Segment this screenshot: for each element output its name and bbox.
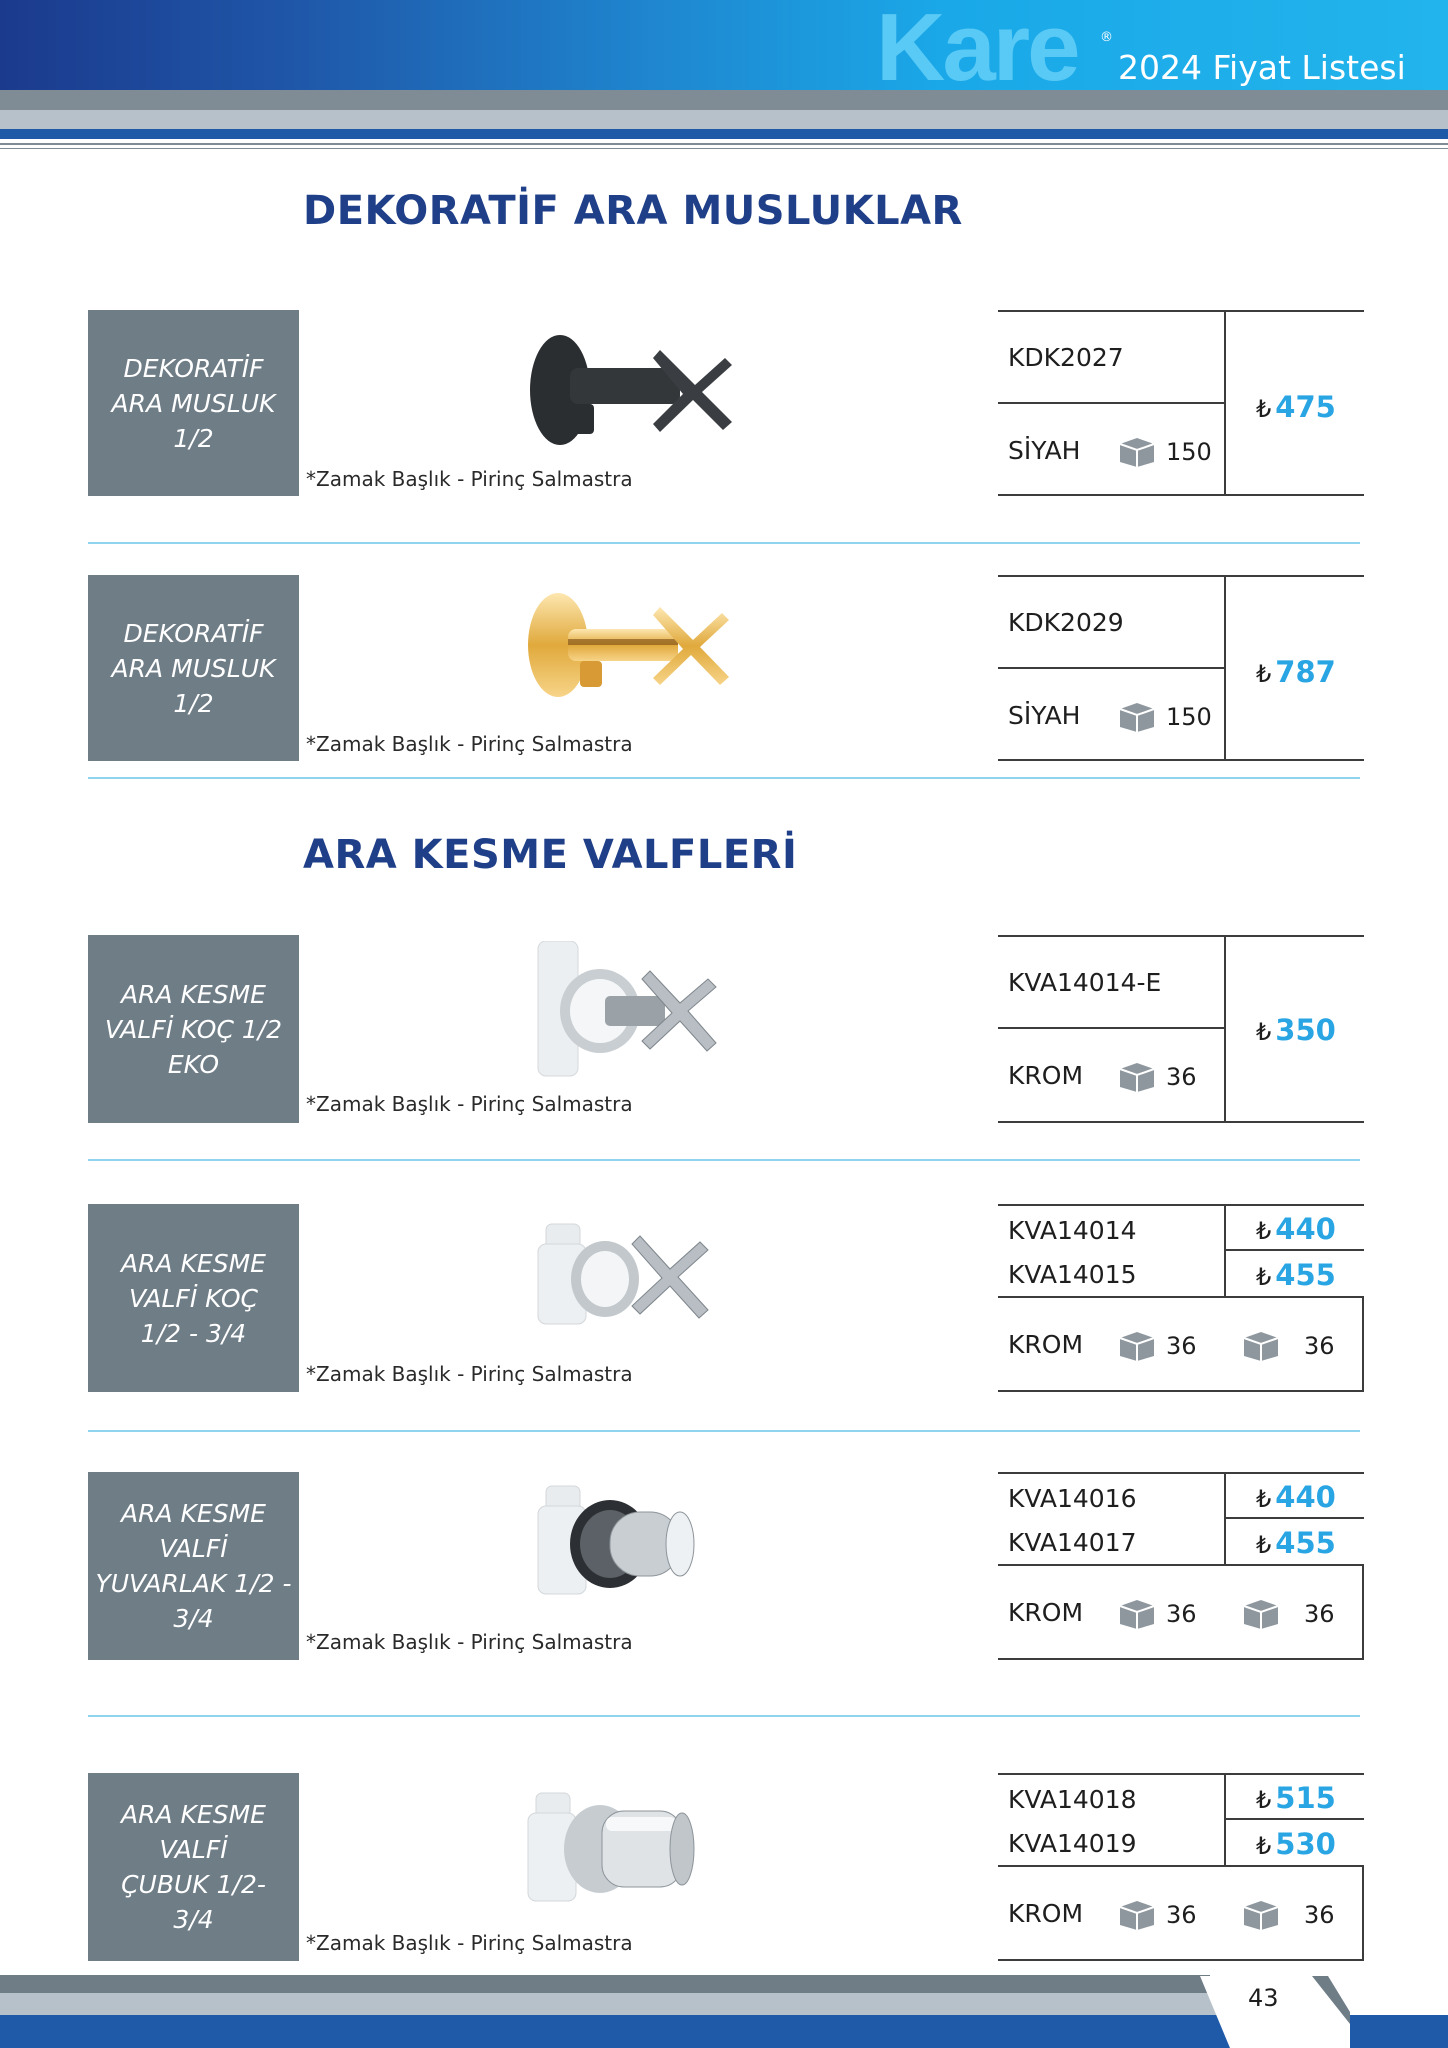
product-name-box (88, 1204, 299, 1392)
product-note: *Zamak Başlık - Pirinç Salmastra (306, 467, 633, 491)
table-rule (998, 935, 1364, 937)
price (1256, 1526, 1336, 1560)
faucet-black-image (510, 320, 740, 450)
price-table (998, 935, 1364, 1123)
price-value: 440 (1275, 1480, 1336, 1514)
price (1256, 1827, 1336, 1861)
price (1256, 390, 1336, 424)
table-rule (1224, 1204, 1226, 1296)
price-value: 787 (1275, 655, 1336, 689)
lira-icon: ₺ (1256, 1832, 1272, 1860)
lira-icon: ₺ (1256, 660, 1272, 688)
table-rule (998, 1865, 1364, 1867)
table-rule (998, 1390, 1364, 1392)
lira-icon: ₺ (1256, 1786, 1272, 1814)
table-rule (998, 1564, 1364, 1566)
separator (88, 542, 1360, 544)
product-note: *Zamak Başlık - Pirinç Salmastra (306, 1630, 633, 1654)
separator (88, 1159, 1360, 1161)
price-value: 530 (1275, 1827, 1336, 1861)
table-rule (998, 1959, 1364, 1961)
box-quantity: 150 (1166, 438, 1212, 466)
price-value: 515 (1275, 1781, 1336, 1815)
table-rule (998, 1773, 1364, 1775)
package-box-icon (1242, 1899, 1280, 1931)
price (1256, 1212, 1336, 1246)
package-box-icon (1242, 1330, 1280, 1362)
product-name-box (88, 1773, 299, 1961)
box-quantity: 36 (1304, 1600, 1335, 1628)
product-code: KVA14014-E (1008, 968, 1162, 997)
registered-mark: ® (1100, 30, 1113, 45)
faucet-gold-image (510, 585, 740, 715)
valve-rod-chrome-image (510, 1787, 740, 1917)
price-value: 440 (1275, 1212, 1336, 1246)
product-code: KVA14016 (1008, 1484, 1137, 1513)
header-band (0, 90, 1448, 110)
table-rule (1224, 1472, 1226, 1564)
table-rule (998, 494, 1364, 496)
section-title: DEKORATİF ARA MUSLUKLAR (303, 188, 963, 234)
product-code: KVA14015 (1008, 1260, 1137, 1289)
package-box-icon (1118, 1330, 1156, 1362)
package-box-icon (1118, 701, 1156, 733)
product-color: SİYAH (1008, 436, 1081, 465)
product-color: KROM (1008, 1330, 1084, 1359)
product-color: SİYAH (1008, 701, 1081, 730)
page-header (0, 0, 1448, 150)
brand-logo: Kare (876, 0, 1078, 101)
price (1256, 1480, 1336, 1514)
price-value: 455 (1275, 1258, 1336, 1292)
lira-icon: ₺ (1256, 1217, 1272, 1245)
product-code: KDK2029 (1008, 608, 1124, 637)
lira-icon: ₺ (1256, 395, 1272, 423)
header-rule (0, 148, 1448, 149)
product-name-box (88, 935, 299, 1123)
product-note: *Zamak Başlık - Pirinç Salmastra (306, 732, 633, 756)
header-rule (0, 143, 1448, 145)
package-box-icon (1118, 1899, 1156, 1931)
product-note: *Zamak Başlık - Pirinç Salmastra (306, 1092, 633, 1116)
product-code: KVA14014 (1008, 1216, 1137, 1245)
price-value: 350 (1275, 1013, 1336, 1047)
product-name: DEKORATİF ARA MUSLUK 1/2 (111, 353, 276, 453)
box-quantity: 36 (1304, 1901, 1335, 1929)
product-name: ARA KESME VALFİ KOÇ 1/2 EKO (104, 979, 283, 1079)
table-rule (998, 759, 1364, 761)
price-value: 455 (1275, 1526, 1336, 1560)
box-quantity: 36 (1166, 1600, 1197, 1628)
lira-icon: ₺ (1256, 1018, 1272, 1046)
product-name: ARA KESME VALFİ KOÇ 1/2 - 3/4 (121, 1248, 266, 1348)
product-code: KVA14018 (1008, 1785, 1137, 1814)
product-name: ARA KESME VALFİ ÇUBUK 1/2-3/4 (121, 1800, 266, 1934)
footer-band (0, 1975, 1210, 1993)
valve-cross-chrome-image (510, 1214, 740, 1344)
price-table (998, 575, 1364, 761)
table-rule (998, 1204, 1364, 1206)
table-rule (1224, 310, 1226, 496)
table-rule (998, 1472, 1364, 1474)
product-name: ARA KESME VALFİ YUVARLAK 1/2 - 3/4 (95, 1499, 292, 1633)
product-name-box (88, 310, 299, 496)
header-band (0, 110, 1448, 129)
price-table (998, 1773, 1364, 1961)
header-title: 2024 Fiyat Listesi (1118, 48, 1406, 87)
table-rule (1224, 1517, 1364, 1519)
section-title: ARA KESME VALFLERİ (303, 832, 798, 878)
package-box-icon (1118, 1061, 1156, 1093)
valve-round-chrome-image (510, 1482, 740, 1612)
price-table (998, 310, 1364, 496)
table-rule (998, 1121, 1364, 1123)
box-quantity: 150 (1166, 703, 1212, 731)
footer-band (0, 1993, 1220, 2015)
table-rule (1224, 1818, 1364, 1820)
package-box-icon (1242, 1598, 1280, 1630)
product-name-box (88, 1472, 299, 1660)
product-code: KVA14019 (1008, 1829, 1137, 1858)
table-rule (1362, 1564, 1364, 1660)
table-rule (1362, 1865, 1364, 1961)
table-rule (998, 1296, 1364, 1298)
table-rule (1224, 935, 1226, 1123)
price-table (998, 1472, 1364, 1660)
box-quantity: 36 (1166, 1901, 1197, 1929)
box-quantity: 36 (1166, 1063, 1197, 1091)
product-color: KROM (1008, 1598, 1084, 1627)
table-rule (1362, 1296, 1364, 1392)
price-table (998, 1204, 1364, 1392)
table-rule (998, 402, 1224, 404)
page-number: 43 (1248, 1984, 1279, 2012)
price (1256, 1013, 1336, 1047)
separator (88, 1430, 1360, 1432)
table-rule (998, 1658, 1364, 1660)
box-quantity: 36 (1304, 1332, 1335, 1360)
price (1256, 655, 1336, 689)
table-rule (1224, 1249, 1364, 1251)
product-name: DEKORATİF ARA MUSLUK 1/2 (111, 618, 276, 718)
package-box-icon (1118, 1598, 1156, 1630)
separator (88, 1715, 1360, 1717)
lira-icon: ₺ (1256, 1485, 1272, 1513)
table-rule (1224, 1773, 1226, 1865)
price-value: 475 (1275, 390, 1336, 424)
header-band (0, 129, 1448, 139)
valve-cross-chrome-image (510, 941, 740, 1081)
separator (88, 777, 1360, 779)
price (1256, 1781, 1336, 1815)
product-code: KDK2027 (1008, 343, 1124, 372)
table-rule (998, 667, 1224, 669)
lira-icon: ₺ (1256, 1531, 1272, 1559)
table-rule (1224, 575, 1226, 761)
product-name-box (88, 575, 299, 761)
lira-icon: ₺ (1256, 1263, 1272, 1291)
table-rule (998, 310, 1364, 312)
product-color: KROM (1008, 1061, 1084, 1090)
product-note: *Zamak Başlık - Pirinç Salmastra (306, 1931, 633, 1955)
product-note: *Zamak Başlık - Pirinç Salmastra (306, 1362, 633, 1386)
product-code: KVA14017 (1008, 1528, 1137, 1557)
product-color: KROM (1008, 1899, 1084, 1928)
package-box-icon (1118, 436, 1156, 468)
table-rule (998, 1027, 1224, 1029)
box-quantity: 36 (1166, 1332, 1197, 1360)
table-rule (998, 575, 1364, 577)
price (1256, 1258, 1336, 1292)
